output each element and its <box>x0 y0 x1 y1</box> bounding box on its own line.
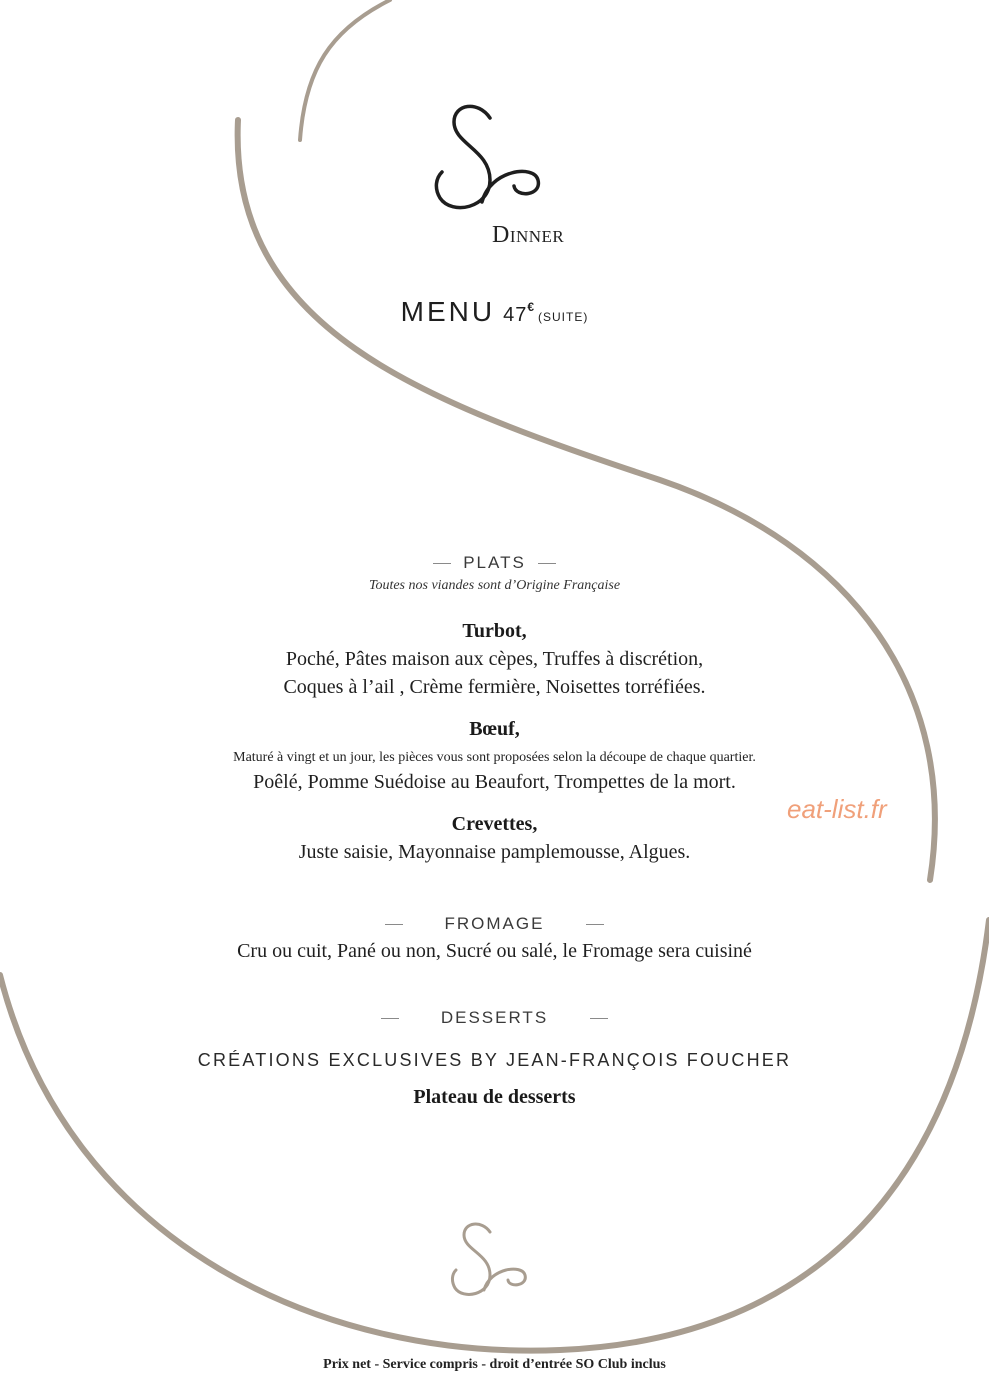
dish-line: Coques à l’ail , Crème fermière, Noisettes torréfiées. <box>283 676 706 698</box>
dish-line: Poché, Pâtes maison aux cèpes, Truffes à discrétion, <box>285 648 704 670</box>
divider-dash <box>385 924 403 925</box>
footer-note: Prix net - Service compris - droit d’entrée SO Club inclus <box>323 1357 666 1372</box>
menu-currency: € <box>527 300 535 314</box>
menu-suffix: (SUITE) <box>538 310 589 324</box>
plats-heading <box>0 553 989 573</box>
creations-line: CRÉATIONS EXCLUSIVES BY JEAN-FRANÇOIS FOUCHER <box>197 1050 792 1070</box>
fromage-heading-text: FROMAGE <box>444 914 545 933</box>
plats-heading-text: PLATS <box>463 553 526 572</box>
divider-dash <box>590 1018 608 1019</box>
fromage-line: Cru ou cuit, Pané ou non, Sucré ou salé, le Fromage sera cuisiné <box>237 940 752 962</box>
divider-dash <box>381 1018 399 1019</box>
dish-line: Juste saisie, Mayonnaise pamplemousse, Algues. <box>298 841 691 863</box>
dish-name: Crevettes, <box>451 813 538 835</box>
divider-dash <box>586 924 604 925</box>
dish-name: Turbot, <box>462 620 527 642</box>
so-logo-icon <box>430 98 560 224</box>
watermark: eat-list.fr <box>787 794 887 824</box>
desserts-heading-text: DESSERTS <box>440 1008 549 1027</box>
dish-detail: Maturé à vingt et un jour, les pièces vous sont proposées selon la découpe de chaque quartier. <box>233 750 756 765</box>
menu-title <box>0 296 989 328</box>
fromage-heading <box>0 914 989 934</box>
divider-dash <box>538 563 556 564</box>
dinner-subtitle-text: Dinner <box>492 222 565 248</box>
dish-name: Bœuf, <box>469 718 520 740</box>
menu-price: 47 <box>503 304 528 326</box>
desserts-heading <box>0 1008 989 1028</box>
dinner-subtitle <box>400 222 680 249</box>
dish-line: Poêlé, Pomme Suédoise au Beaufort, Trompettes de la mort. <box>253 771 736 793</box>
plats-note: Toutes nos viandes sont d’Origine Française <box>368 578 621 593</box>
swirl-upper-stroke <box>300 0 390 140</box>
menu-title-word: MENU <box>400 296 496 327</box>
so-logo-bottom-icon <box>448 1218 540 1306</box>
divider-dash <box>433 563 451 564</box>
plateau-desserts: Plateau de desserts <box>413 1086 576 1108</box>
